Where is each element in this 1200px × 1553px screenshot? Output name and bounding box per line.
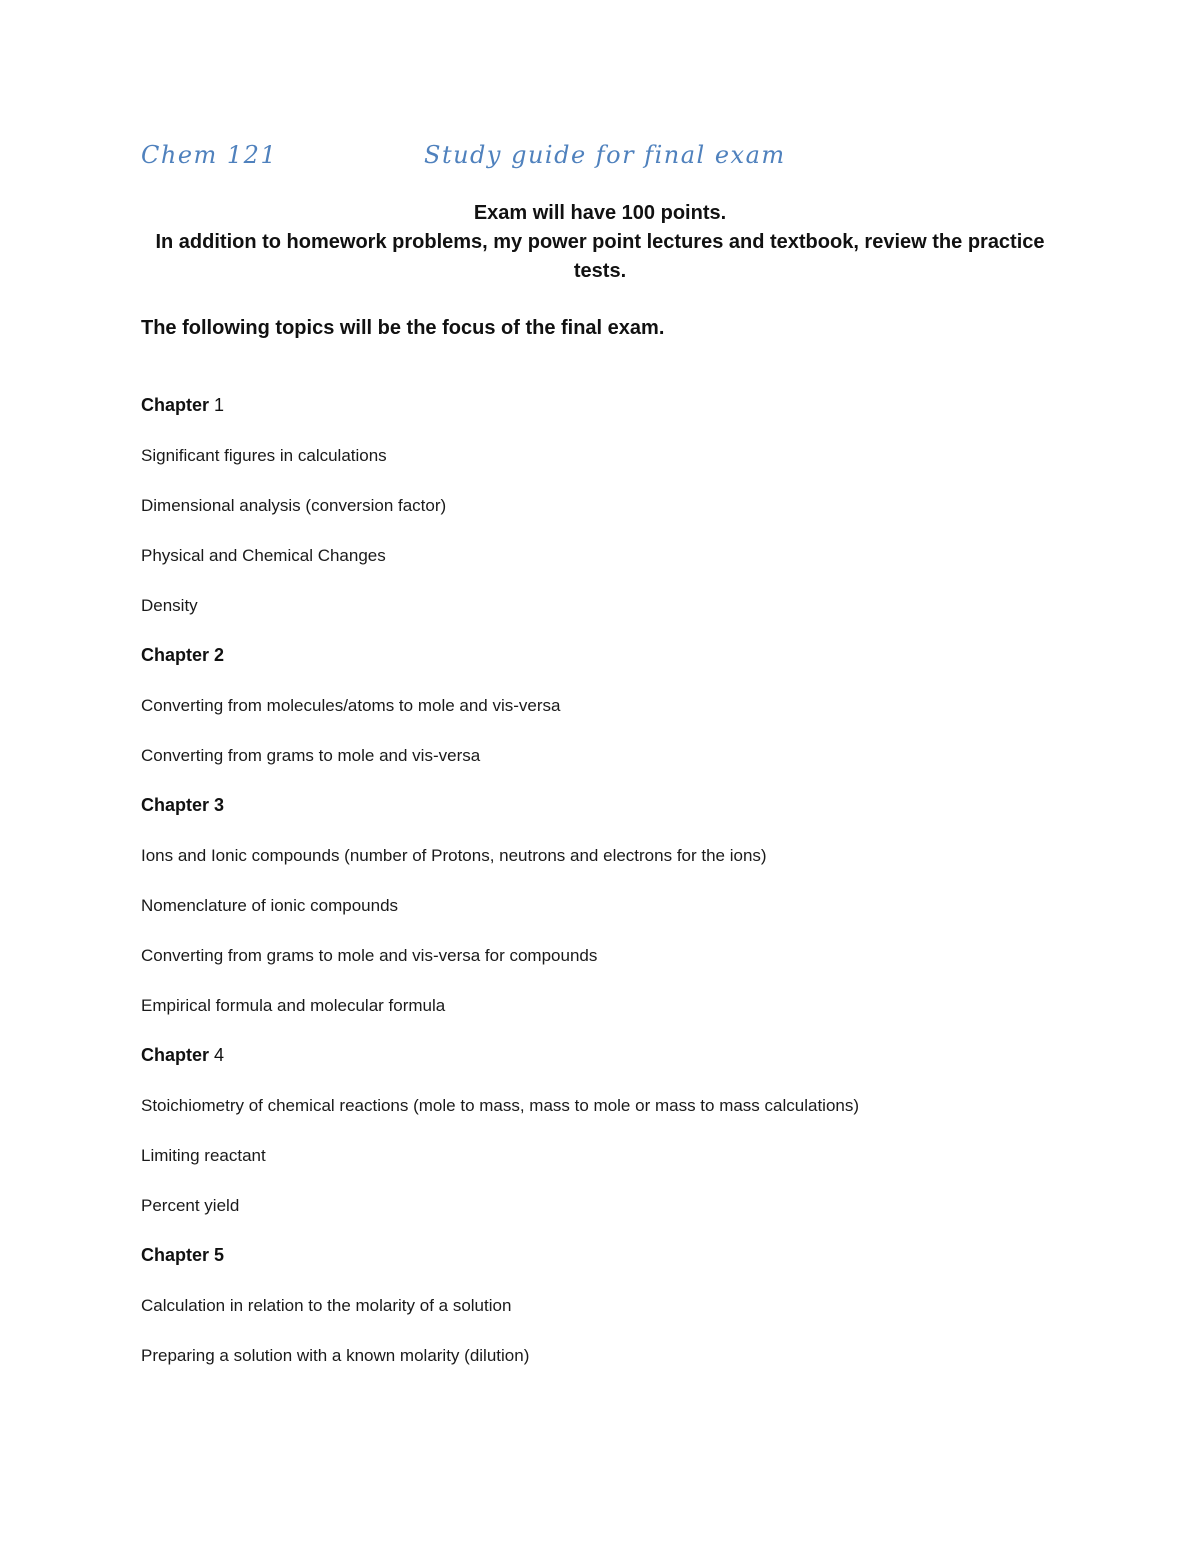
chapter-number: 3 [214, 795, 225, 815]
chapter-section [141, 393, 1081, 618]
document-title [141, 141, 1041, 177]
topic-item: Stoichiometry of chemical reactions (mole to mass, mass to mole or mass to mass calculations) [141, 1096, 860, 1115]
chapter-number: 4 [214, 1045, 225, 1065]
topic-item: Converting from grams to mole and vis-versa [141, 746, 481, 765]
chapter-heading [141, 1043, 1081, 1068]
chapter-number: 2 [214, 645, 225, 665]
topic-item: Nomenclature of ionic compounds [141, 896, 399, 915]
topic-item: Physical and Chemical Changes [141, 546, 386, 565]
chapter-label: Chapter [141, 395, 210, 415]
topic-item: Converting from grams to mole and vis-versa for compounds [141, 946, 598, 965]
chapter-label: Chapter [141, 645, 210, 665]
chapter-label: Chapter [141, 1245, 210, 1265]
topic-item: Preparing a solution with a known molarity (dilution) [141, 1346, 530, 1365]
exam-intro [141, 199, 1059, 286]
topic-item: Limiting reactant [141, 1146, 266, 1165]
exam-points-line: Exam will have 100 points. [473, 202, 727, 224]
topic-item: Ions and Ionic compounds (number of Protons, neutrons and electrons for the ions) [141, 846, 767, 865]
topic-item: Calculation in relation to the molarity of a solution [141, 1296, 512, 1315]
chapter-label: Chapter [141, 1045, 210, 1065]
topic-item: Dimensional analysis (conversion factor) [141, 496, 447, 515]
chapter-number: 5 [214, 1245, 225, 1265]
topic-item: Density [141, 596, 198, 615]
chapter-heading [141, 393, 1081, 418]
topic-item: Converting from molecules/atoms to mole and vis-versa [141, 696, 561, 715]
chapter-heading [141, 643, 1081, 668]
chapter-label: Chapter [141, 795, 210, 815]
chapter-number: 1 [214, 395, 225, 415]
chapter-list [141, 393, 1081, 1393]
chapter-heading [141, 793, 1081, 818]
document-subject: Study guide for final exam [424, 141, 786, 169]
course-code: Chem 121 [141, 141, 278, 169]
topic-item: Percent yield [141, 1196, 240, 1215]
topic-item: Significant figures in calculations [141, 446, 387, 465]
topic-item: Empirical formula and molecular formula [141, 996, 446, 1015]
review-instructions: In addition to homework problems, my power point lectures and textbook, review the practice tests. [155, 231, 1045, 282]
chapter-heading [141, 1243, 1081, 1268]
chapter-section [141, 1243, 1081, 1368]
chapter-section [141, 1043, 1081, 1218]
chapter-section [141, 793, 1081, 1018]
chapter-section [141, 643, 1081, 768]
focus-statement: The following topics will be the focus of the final exam. [141, 317, 665, 339]
